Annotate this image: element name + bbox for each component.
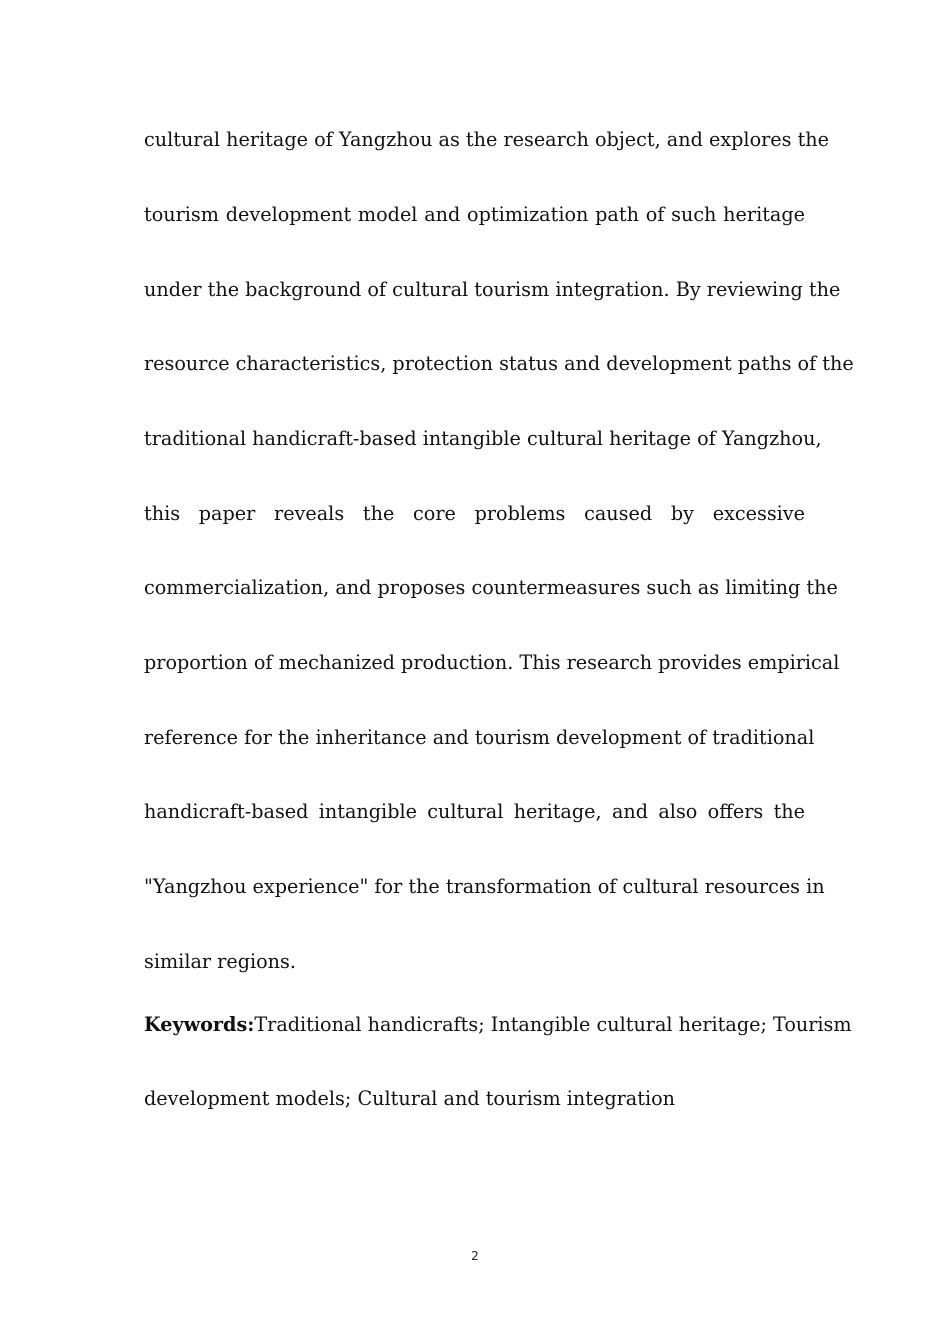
abstract-line: proportion of mechanized production. This research provides empirical <box>144 651 840 674</box>
abstract-line: traditional handicraft-based intangible cultural heritage of Yangzhou, <box>144 427 822 450</box>
abstract-line: "Yangzhou experience" for the transformation of cultural resources in <box>144 875 825 898</box>
abstract-line: cultural heritage of Yangzhou as the research object, and explores the <box>144 128 830 151</box>
abstract-line: tourism development model and optimization path of such heritage <box>144 203 805 226</box>
abstract-line: handicraft-based intangible cultural heritage, and also offers the <box>144 800 805 823</box>
abstract-line: resource characteristics, protection status and development paths of the <box>144 352 854 375</box>
abstract-line: commercialization, and proposes countermeasures such as limiting the <box>144 576 838 599</box>
keywords-text: Traditional handicrafts; Intangible cultural heritage; Tourism <box>254 1013 852 1036</box>
keywords-line <box>144 1011 852 1039</box>
keywords-line-continued: development models; Cultural and tourism integration <box>144 1087 676 1110</box>
abstract-line: similar regions. <box>144 950 296 973</box>
abstract-line: this paper reveals the core problems caused by excessive <box>144 502 805 525</box>
page-number: 2 <box>471 1249 479 1263</box>
abstract-line: reference for the inheritance and tourism development of traditional <box>144 726 815 749</box>
keywords-label: Keywords: <box>144 1013 255 1036</box>
abstract-line: under the background of cultural tourism integration. By reviewing the <box>144 278 841 301</box>
